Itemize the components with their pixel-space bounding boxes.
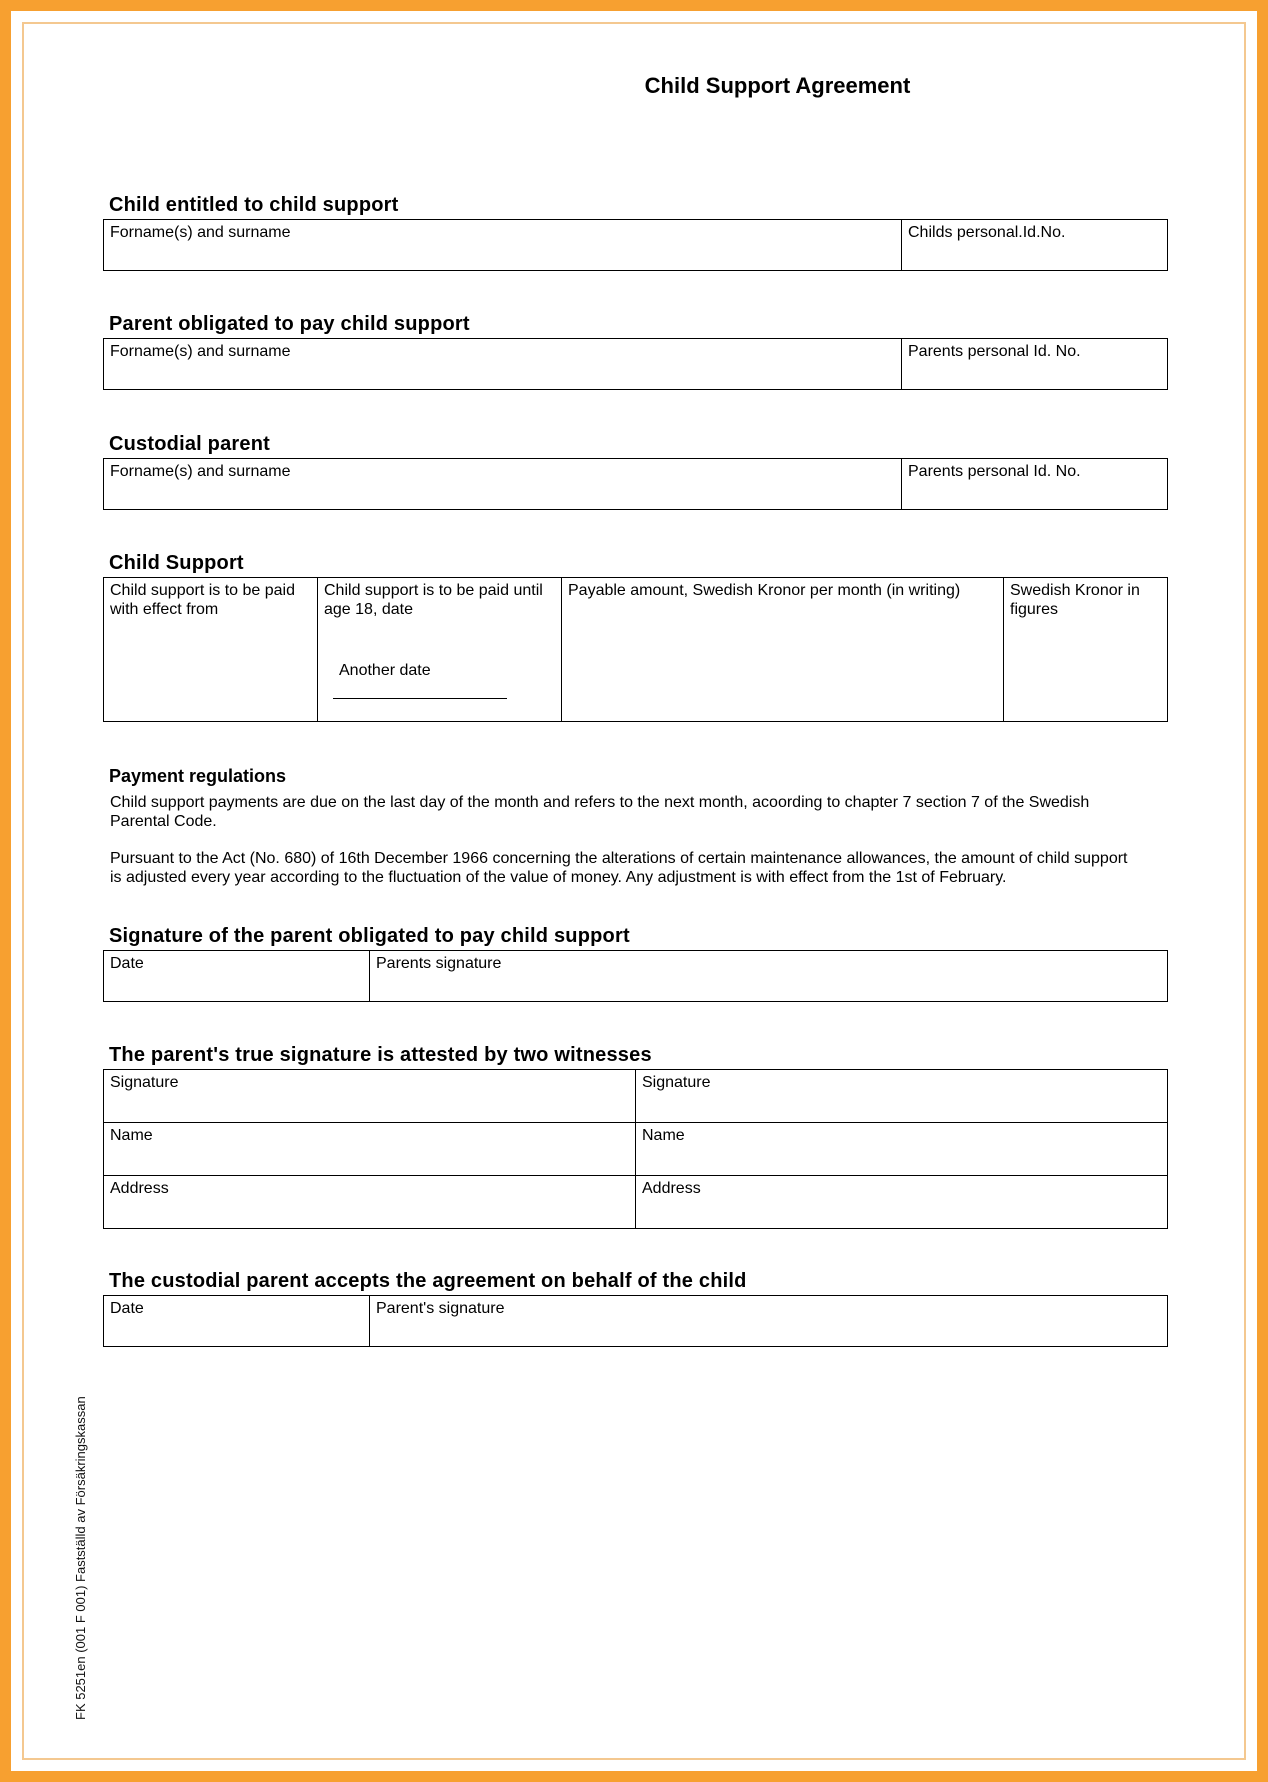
section-heading-paying-signature: Signature of the parent obligated to pay child support — [109, 925, 630, 947]
witness-2-signature-label: Signature — [642, 1074, 711, 1091]
witness-2-name-field[interactable] — [636, 1123, 1168, 1176]
acceptance-signature-label: Parent's signature — [376, 1300, 505, 1317]
custodial-parent-name-field[interactable] — [104, 459, 902, 510]
until-date-label: Child support is to be paid until age 18, date — [324, 582, 543, 618]
child-id-field[interactable] — [902, 220, 1168, 271]
paying-parent-name-label: Forname(s) and surname — [110, 343, 291, 360]
until-date-field[interactable] — [318, 578, 562, 722]
document-title: Child Support Agreement — [644, 73, 911, 98]
payment-regulations-paragraph-1: Child support payments are due on the last day of the month and refers to the next month, acoording to chapter 7 section 7 of the Swedish Parental Code. — [110, 794, 1090, 830]
witness-2-name-label: Name — [642, 1127, 685, 1144]
paying-signature-date-field[interactable] — [104, 951, 370, 1002]
acceptance-date-field[interactable] — [104, 1296, 370, 1347]
child-name-label: Forname(s) and surname — [110, 224, 291, 241]
section-heading-custodial-parent: Custodial parent — [109, 433, 270, 455]
until-date-cell — [324, 581, 555, 691]
section-heading-paying-parent: Parent obligated to pay child support — [109, 313, 470, 335]
amount-figures-label: Swedish Kronor in figures — [1010, 582, 1140, 618]
section-heading-witnesses: The parent's true signature is attested by two witnesses — [109, 1044, 652, 1066]
section-heading-child-support: Child Support — [109, 552, 244, 574]
another-date-line[interactable] — [333, 698, 507, 699]
child-name-field[interactable] — [104, 220, 902, 271]
child-table — [103, 219, 1168, 271]
witness-2-address-field[interactable] — [636, 1176, 1168, 1229]
witness-2-address-label: Address — [642, 1180, 701, 1197]
custodial-parent-id-label: Parents personal Id. No. — [908, 463, 1081, 480]
child-id-label: Childs personal.Id.No. — [908, 224, 1066, 241]
acceptance-date-label: Date — [110, 1300, 144, 1317]
page-inner-border — [22, 22, 1246, 1760]
witness-1-address-label: Address — [110, 1180, 169, 1197]
witness-1-address-field[interactable] — [104, 1176, 636, 1229]
effect-from-label: Child support is to be paid with effect from — [110, 582, 295, 618]
another-date-label: Another date — [339, 662, 431, 679]
custodial-parent-table — [103, 458, 1168, 510]
witness-2-signature-field[interactable] — [636, 1070, 1168, 1123]
paying-signature-label: Parents signature — [376, 955, 502, 972]
paying-signature-table — [103, 950, 1168, 1002]
witness-1-name-label: Name — [110, 1127, 153, 1144]
paying-parent-table — [103, 338, 1168, 390]
amount-writing-label: Payable amount, Swedish Kronor per month (in writing) — [568, 582, 961, 599]
witness-1-signature-label: Signature — [110, 1074, 179, 1091]
paying-parent-name-field[interactable] — [104, 339, 902, 390]
paying-signature-date-label: Date — [110, 955, 144, 972]
witness-1-signature-field[interactable] — [104, 1070, 636, 1123]
amount-figures-field[interactable] — [1004, 578, 1168, 722]
payment-regulations-heading: Payment regulations — [109, 766, 287, 786]
paying-parent-id-label: Parents personal Id. No. — [908, 343, 1081, 360]
custodial-parent-name-label: Forname(s) and surname — [110, 463, 291, 480]
paying-signature-field[interactable] — [370, 951, 1168, 1002]
witnesses-table — [103, 1069, 1168, 1229]
amount-writing-field[interactable] — [562, 578, 1004, 722]
paying-parent-id-field[interactable] — [902, 339, 1168, 390]
section-heading-child: Child entitled to child support — [109, 194, 399, 216]
child-support-table — [103, 577, 1168, 722]
witness-1-name-field[interactable] — [104, 1123, 636, 1176]
effect-from-field[interactable] — [104, 578, 318, 722]
acceptance-signature-field[interactable] — [370, 1296, 1168, 1347]
form-reference-vertical: FK 5251en (001 F 001) Fastställd av Försäkringskassan — [73, 1396, 88, 1720]
custodial-parent-id-field[interactable] — [902, 459, 1168, 510]
section-heading-acceptance: The custodial parent accepts the agreement on behalf of the child — [109, 1270, 747, 1292]
payment-regulations-paragraph-2: Pursuant to the Act (No. 680) of 16th December 1966 concerning the alterations of certain maintenance allowances, the amount of child support is adjusted every year according to the fluctuation of the value of money. Any adjustment is with effect from the 1st of February. — [110, 850, 1128, 886]
acceptance-table — [103, 1295, 1168, 1347]
